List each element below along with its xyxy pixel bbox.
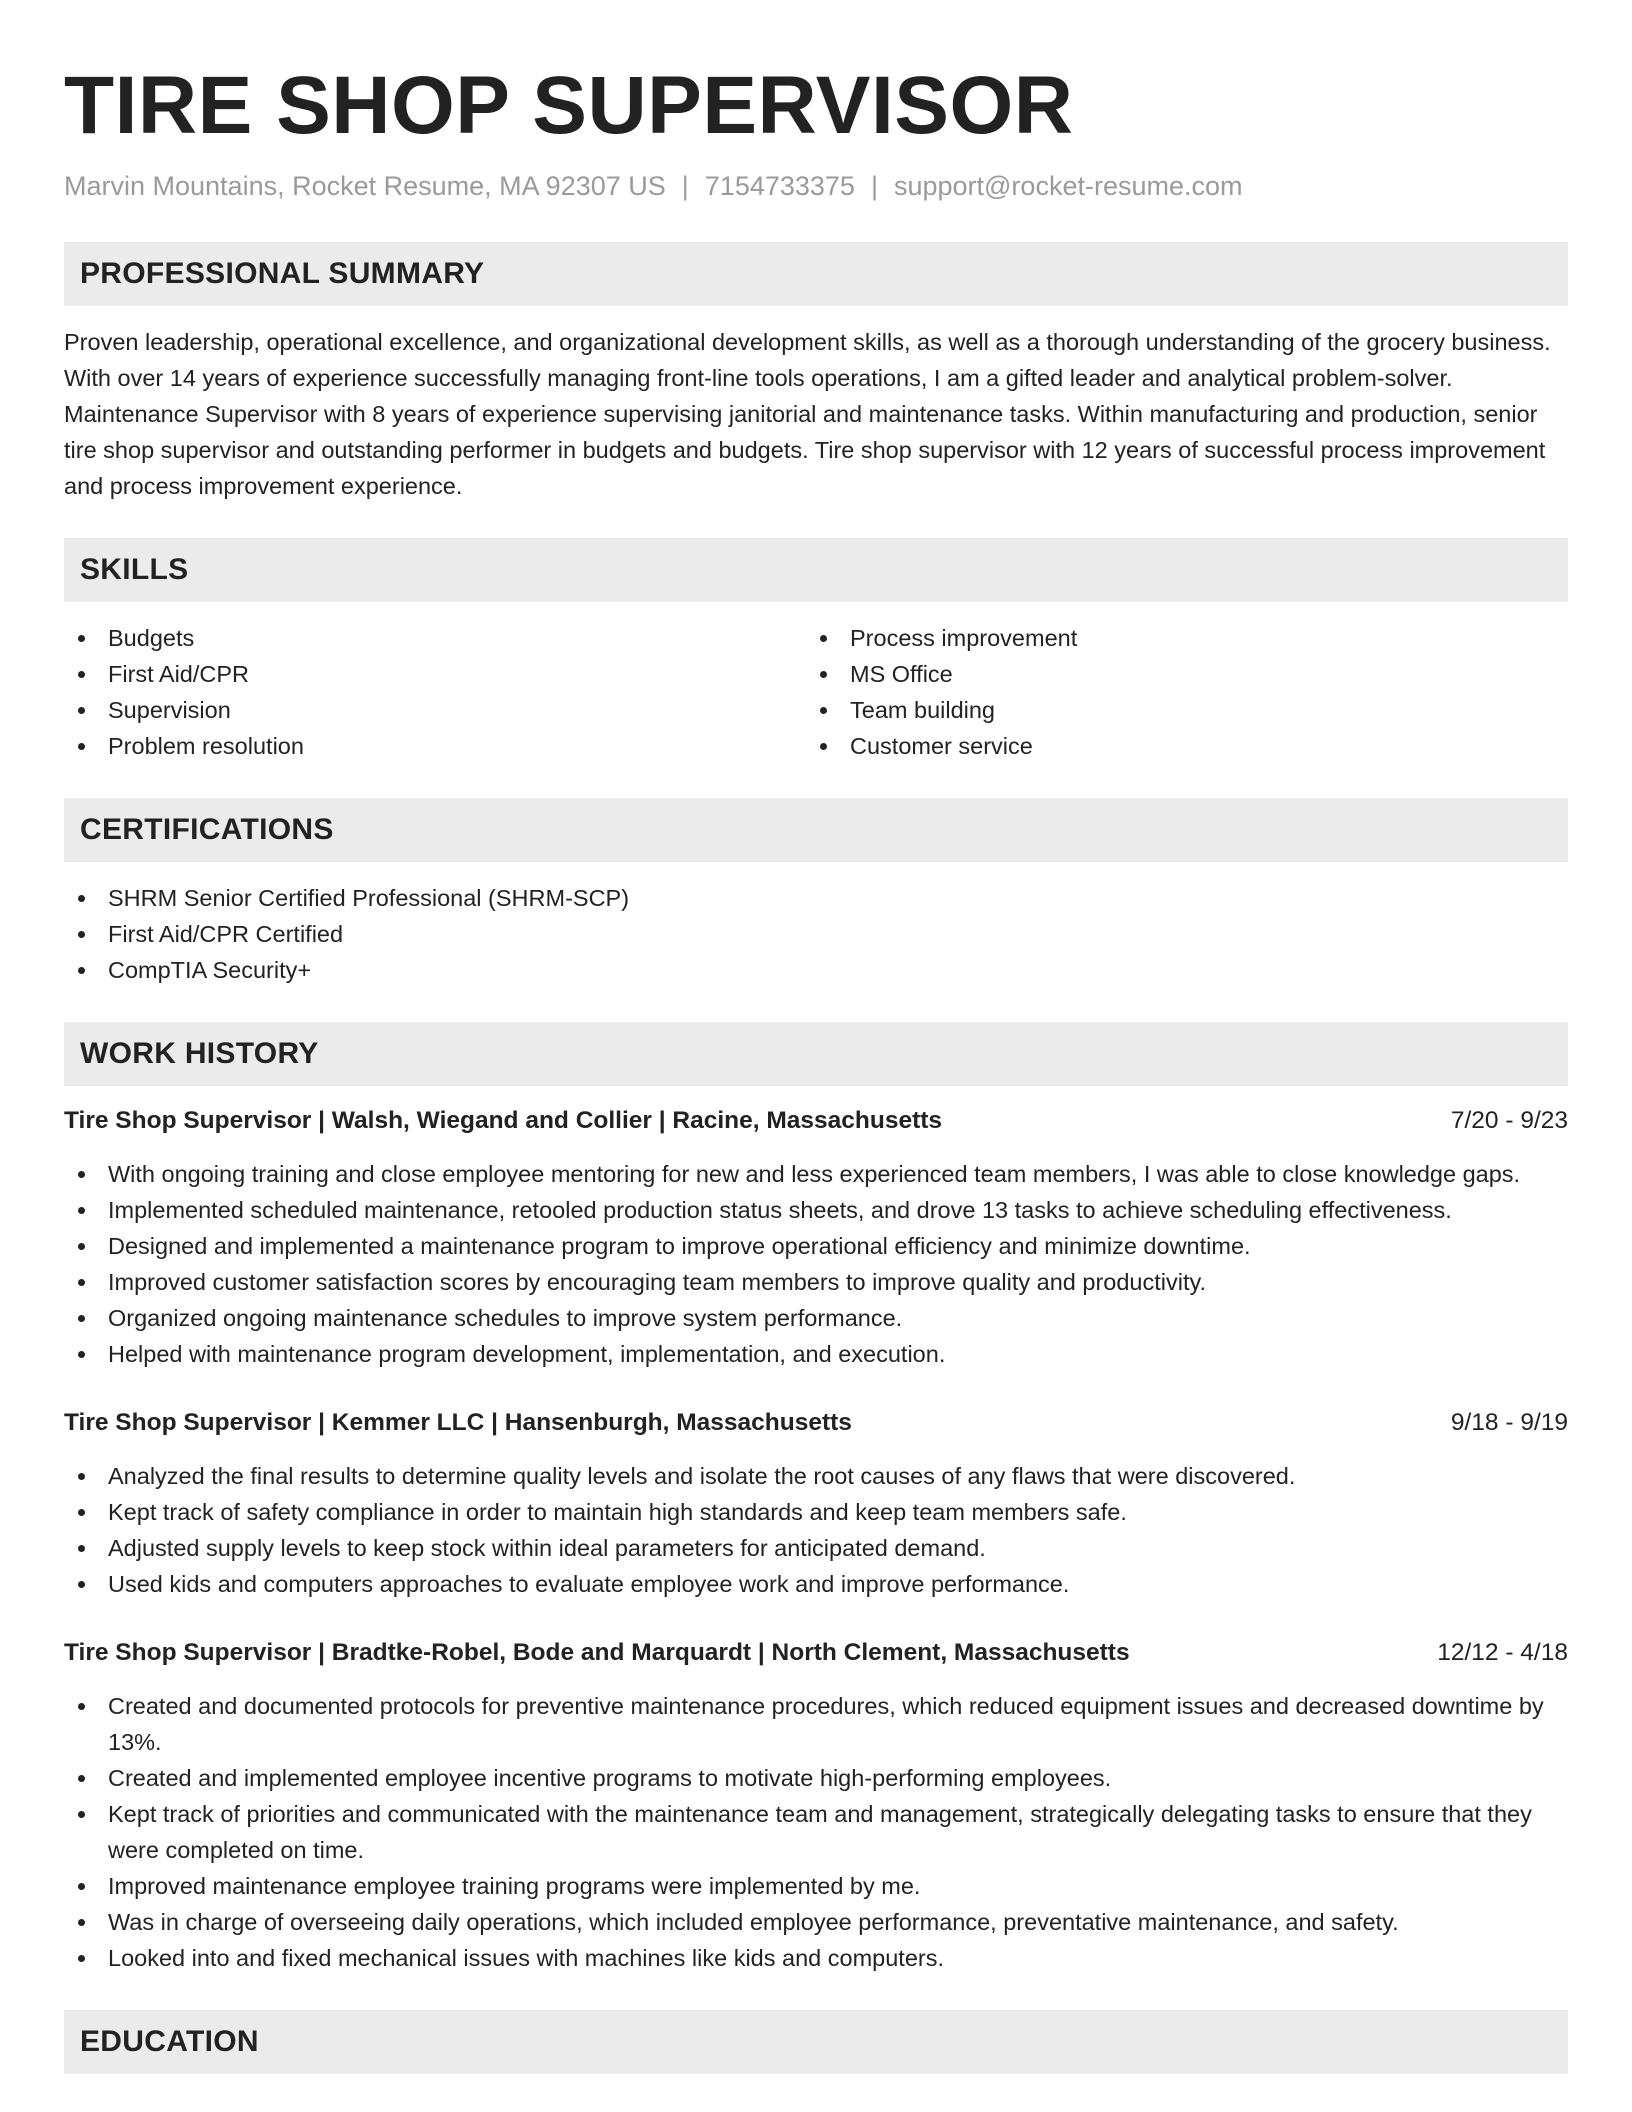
- job-bullet: With ongoing training and close employee mentoring for new and less experienced team members, I was able to close knowledge gaps.: [64, 1156, 1568, 1192]
- contact-line: [64, 168, 1568, 204]
- job-bullets: [64, 1156, 1568, 1372]
- skill-item: MS Office: [806, 656, 1548, 692]
- job-bullet: Implemented scheduled maintenance, retooled production status sheets, and drove 13 tasks to achieve scheduling effectiveness.: [64, 1192, 1568, 1228]
- section-header-skills: SKILLS: [64, 538, 1568, 602]
- job-bullet: Designed and implemented a maintenance program to improve operational efficiency and minimize downtime.: [64, 1228, 1568, 1264]
- contact-separator: |: [870, 171, 878, 201]
- job-bullet: Was in charge of overseeing daily operations, which included employee performance, preventative maintenance, and safety.: [64, 1904, 1568, 1940]
- job-header: [64, 1104, 1568, 1138]
- skills-list-right: [806, 620, 1548, 764]
- skill-item: Supervision: [64, 692, 806, 728]
- contact-email: support@rocket-resume.com: [893, 171, 1243, 201]
- contact-address: Marvin Mountains, Rocket Resume, MA 92307 US: [64, 171, 666, 201]
- job-bullet: Kept track of safety compliance in order to maintain high standards and keep team members safe.: [64, 1494, 1568, 1530]
- job-bullet: Created and implemented employee incentive programs to motivate high-performing employees.: [64, 1760, 1568, 1796]
- certifications-list: [64, 880, 1568, 988]
- job-title: Tire Shop Supervisor | Walsh, Wiegand and Collier | Racine, Massachusetts: [64, 1107, 943, 1134]
- summary-text: Proven leadership, operational excellence, and organizational development skills, as well as a thorough understanding of the grocery business. With over 14 years of experience successfully managing front-line tools operations, I am a gifted leader and analytical problem-solver. Maintenance Supervisor with 8 years of experience supervising janitorial and maintenance tasks. Within manufacturing and production, senior tire shop supervisor and outstanding performer in budgets and budgets. Tire shop supervisor with 12 years of successful process improvement and process improvement experience.: [64, 329, 1551, 499]
- job-bullet: Improved maintenance employee training programs were implemented by me.: [64, 1868, 1568, 1904]
- certification-item: CompTIA Security+: [64, 952, 1568, 988]
- skill-item: Problem resolution: [64, 728, 806, 764]
- skill-item: Team building: [806, 692, 1548, 728]
- job-entry: [64, 1636, 1568, 1976]
- job-bullet: Used kids and computers approaches to evaluate employee work and improve performance.: [64, 1566, 1568, 1602]
- skill-item: First Aid/CPR: [64, 656, 806, 692]
- skill-item: Customer service: [806, 728, 1548, 764]
- job-bullet: Looked into and fixed mechanical issues with machines like kids and computers.: [64, 1940, 1568, 1976]
- job-bullet: Organized ongoing maintenance schedules to improve system performance.: [64, 1300, 1568, 1336]
- section-header-education: EDUCATION: [64, 2010, 1568, 2074]
- contact-phone: 7154733375: [704, 171, 855, 201]
- job-bullet: Analyzed the final results to determine quality levels and isolate the root causes of any flaws that were discovered.: [64, 1458, 1568, 1494]
- certification-item: SHRM Senior Certified Professional (SHRM-SCP): [64, 880, 1568, 916]
- section-header-summary: PROFESSIONAL SUMMARY: [64, 242, 1568, 306]
- job-bullet: Created and documented protocols for preventive maintenance procedures, which reduced equipment issues and decreased downtime by 13%.: [64, 1688, 1568, 1760]
- job-dates: 9/18 - 9/19: [1450, 1409, 1568, 1436]
- job-entry: [64, 1104, 1568, 1372]
- resume-title: TIRE SHOP SUPERVISOR: [64, 60, 1074, 151]
- job-entry: [64, 1406, 1568, 1602]
- job-header: [64, 1636, 1568, 1670]
- job-bullet: Helped with maintenance program development, implementation, and execution.: [64, 1336, 1568, 1372]
- job-dates: 12/12 - 4/18: [1437, 1639, 1568, 1666]
- section-header-work-history: WORK HISTORY: [64, 1022, 1568, 1086]
- skill-item: Budgets: [64, 620, 806, 656]
- job-bullet: Kept track of priorities and communicated with the maintenance team and management, strategically delegating tasks to ensure that they were completed on time.: [64, 1796, 1568, 1868]
- skills-columns: [64, 620, 1568, 764]
- skills-list-left: [64, 620, 806, 764]
- job-bullet: Adjusted supply levels to keep stock within ideal parameters for anticipated demand.: [64, 1530, 1568, 1566]
- section-header-certifications: CERTIFICATIONS: [64, 798, 1568, 862]
- job-bullet: Improved customer satisfaction scores by encouraging team members to improve quality and productivity.: [64, 1264, 1568, 1300]
- contact-separator: |: [681, 171, 689, 201]
- job-title: Tire Shop Supervisor | Kemmer LLC | Hansenburgh, Massachusetts: [64, 1409, 852, 1436]
- skill-item: Process improvement: [806, 620, 1548, 656]
- job-header: [64, 1406, 1568, 1440]
- certification-item: First Aid/CPR Certified: [64, 916, 1568, 952]
- job-dates: 7/20 - 9/23: [1450, 1107, 1568, 1134]
- job-title: Tire Shop Supervisor | Bradtke-Robel, Bode and Marquardt | North Clement, Massachusetts: [64, 1639, 1130, 1666]
- job-bullets: [64, 1688, 1568, 1976]
- job-bullets: [64, 1458, 1568, 1602]
